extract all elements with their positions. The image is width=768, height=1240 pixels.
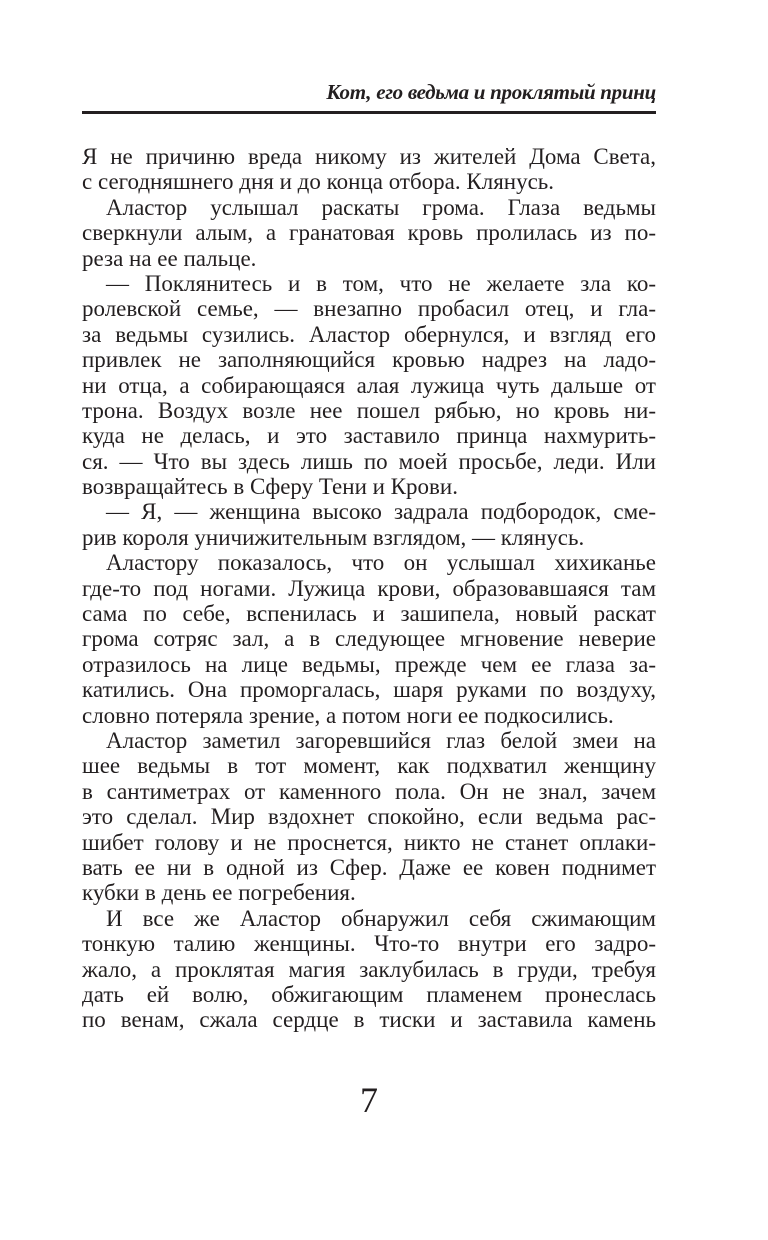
header-divider (82, 111, 656, 114)
text-line: привлек не заполняющийся кровью надрез на ладо- (82, 347, 656, 373)
text-line: отразилось на лице ведьмы, прежде чем ее глаза за- (82, 651, 656, 677)
text-line: в сантиметрах от каменного пола. Он не знал, зачем (82, 778, 656, 804)
text-line: куда не делась, и это заставило принца нахмурить- (82, 423, 656, 449)
text-line: вать ее ни в одной из Сфер. Даже ее ковен поднимет (82, 854, 656, 880)
text-line: Аластор заметил загоревшийся глаз белой змеи на (106, 727, 656, 753)
text-line: по венам, сжала сердце в тиски и заставила камень (82, 1007, 656, 1033)
text-line: сверкнули алым, а гранатовая кровь пролилась из по- (82, 220, 656, 246)
text-line: шее ведьмы в тот момент, как подхватил женщину (82, 753, 656, 779)
text-line: за ведьмы сузились. Аластор обернулся, и взгляд его (82, 321, 656, 347)
text-line: грома сотряс зал, а в следующее мгновение неверие (82, 626, 656, 652)
text-line: словно потеряла зрение, а потом ноги ее подкосились. (82, 702, 614, 728)
text-line: Я не причиню вреда никому из жителей Дома Света, (82, 144, 656, 169)
text-line: возвращайтесь в Сферу Тени и Крови. (82, 474, 458, 500)
running-header-title: Кот, его ведьма и проклятый принц (326, 80, 656, 104)
text-line: И все же Аластор обнаружил себя сжимающим (106, 905, 656, 931)
text-line: это сделал. Мир вздохнет спокойно, если ведьма рас- (82, 804, 656, 830)
text-line: дать ей волю, обжигающим пламенем пронеслась (82, 981, 656, 1007)
text-line: катились. Она проморгалась, шаря руками по воздуху, (82, 677, 656, 703)
text-line: трона. Воздух возле нее пошел рябью, но кровь ни- (82, 397, 656, 423)
body-text (82, 144, 656, 1033)
text-line: рив короля уничижительным взглядом, — клянусь. (82, 524, 585, 550)
text-line: Аластору показалось, что он услышал хихиканье (106, 550, 656, 576)
text-line: сама по себе, вспенилась и зашипела, новый раскат (82, 601, 656, 627)
text-line: реза на ее пальце. (82, 245, 257, 271)
text-line: тонкую талию женщины. Что-то внутри его задро- (82, 931, 656, 957)
text-line: кубки в день ее погребения. (82, 880, 356, 906)
text-line: ся. — Что вы здесь лишь по моей просьбе, леди. Или (82, 448, 656, 474)
text-line: — Я, — женщина высоко задрала подбородок, сме- (106, 499, 656, 525)
text-line: ни отца, а собирающаяся алая лужица чуть дальше от (82, 372, 656, 398)
text-line: Аластор услышал раскаты грома. Глаза ведьмы (106, 194, 656, 220)
text-line: где-то под ногами. Лужица крови, образовавшаяся там (82, 575, 656, 601)
text-line: шибет голову и не проснется, никто не станет оплаки- (82, 829, 656, 855)
text-line: ролевской семье, — внезапно пробасил отец, и гла- (82, 296, 656, 322)
page-number: 7 (360, 1080, 378, 1120)
text-line: с сегодняшнего дня и до конца отбора. Клянусь. (82, 169, 555, 195)
text-line: жало, а проклятая магия заклубилась в груди, требуя (82, 956, 656, 982)
text-line: — Поклянитесь и в том, что не желаете зла ко- (106, 270, 656, 296)
